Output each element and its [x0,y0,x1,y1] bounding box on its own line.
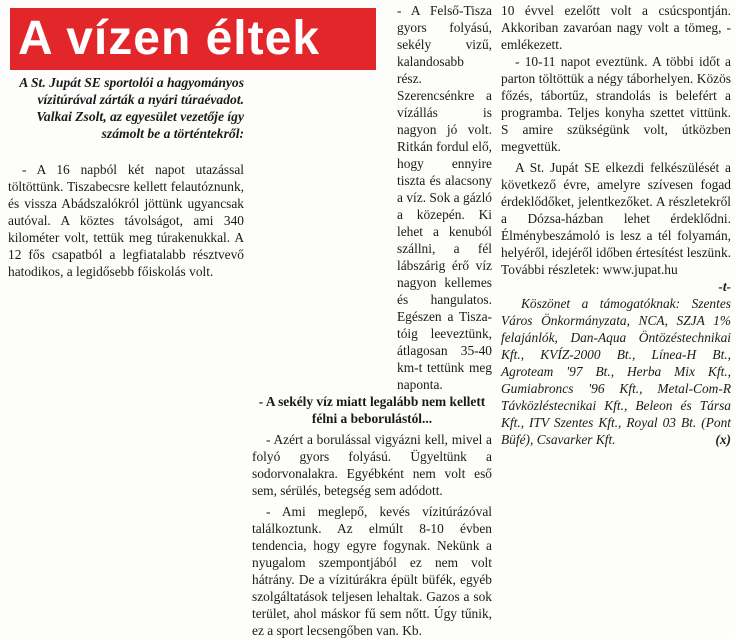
col2-paragraph-1: - A Felső-Tisza gyors folyású, sekély vizű, kalandosabb rész. Szerencsénkre a vízállás is nagyon jó volt. Ritkán fordul elő, hogy ennyire tiszta és alacsony a víz. Sok a gázló a közepén. Ki lehet a kenuból szállni, a fél lábszárig érő víz nagyon kellemes és hangulatos. Egészen a Tisza-tóig leeveztünk, átlagosan 35-40 km-t tettünk meg naponta. [397,3,492,392]
col3-paragraph-2: - 10-11 napot eveztünk. A többi időt a parton töltöttük a négy táborhelyen. Közös főzés, tábortűz, strandolás is belefért a programba. Teljes konyha szettet vittünk. S amire szükségünk volt, útközben megvettük. [501,54,731,154]
col2-paragraph-2: - Azért a borulással vigyázni kell, mivel a folyó gyors folyású. Ügyeltünk a sodorvonalakra. Egyébként nem volt eső sem, sérülés, betegség sem adódott. [252,432,492,498]
col3-paragraph-1: 10 évvel ezelőtt volt a csúcspontján. Akkoriban zavaróan nagy volt a tömeg, - emlékezett. [501,3,731,52]
article-lead: A St. Jupát SE sportolói a hagyományos vízitúrával zárták a nyári túraévadot. Valkai Zsolt, az egyesület vezetője így számolt be a történtekről: [19,75,244,141]
col2-paragraph-3: - Ami meglepő, kevés vízitúrázóval találkoztunk. Az elmúlt 8-10 évben tendencia, hogy egyre fogynak. Nekünk a nyugalom szempontjából ez nem volt hátrány. De a vízitúrákra épült büfék, egyéb szolgáltatások teljesen lehaltak. Gazos a sok terület, ahol máskor fű sem nőtt. Úgy tűnik, ez a sport lecsengőben van. Kb. [252,504,492,638]
column-1 [8,161,244,280]
column-3 [501,2,731,448]
col3-paragraph-3: A St. Jupát SE elkezdi felkészülését a következő évre, amelyre szívesen fogad érdeklődőket, jelentkezőket. A részletekről a Dózsa-házban lehet érdeklődni. Élménybeszámoló is lesz a tél folyamán, helyéről, idejéről időben értesítést leszünk. További részletek: www.jupat.hu [501,160,731,277]
col3-signature: -t- [718,279,731,294]
col3-thanks: Köszönet a támogatóknak: Szentes Város Önkormányzata, NCA, SZJA 1% felajánlók, Dan-Aqua Öntözéstechnikai Kft., KVÍZ-2000 Bt., Línea-H Bt., Agroteam '97 Bt., Herba Mix Kft., Gumiabroncs '96 Kft., Metal-Com-R Távközléstecnikai Kft., Beleon és Társa Kft., ITV Szentes Kft., Royal 03 Bt. (Pont Büfé), Csavarker Kft. [501,296,731,447]
col2-subhead: - A sekély víz miatt legalább nem kellett félni a beborulástól... [258,394,486,426]
article-title: A vízen éltek [18,12,321,65]
col3-end-mark: (x) [715,432,731,447]
col1-paragraph-1: - A 16 napból két napot utazással töltöttünk. Tiszabecsre kellett felautóznunk, és vissza Abádszalókról jöttünk ugyancsak autóval. A köztes távolságot, ami 340 kilométer volt, tettük meg túrakenukkal. A 12 fős csapatból a legfiatalabb résztvevő hatodikos, a legidősebb főiskolás volt. [8,162,244,279]
column-2 [252,2,492,639]
